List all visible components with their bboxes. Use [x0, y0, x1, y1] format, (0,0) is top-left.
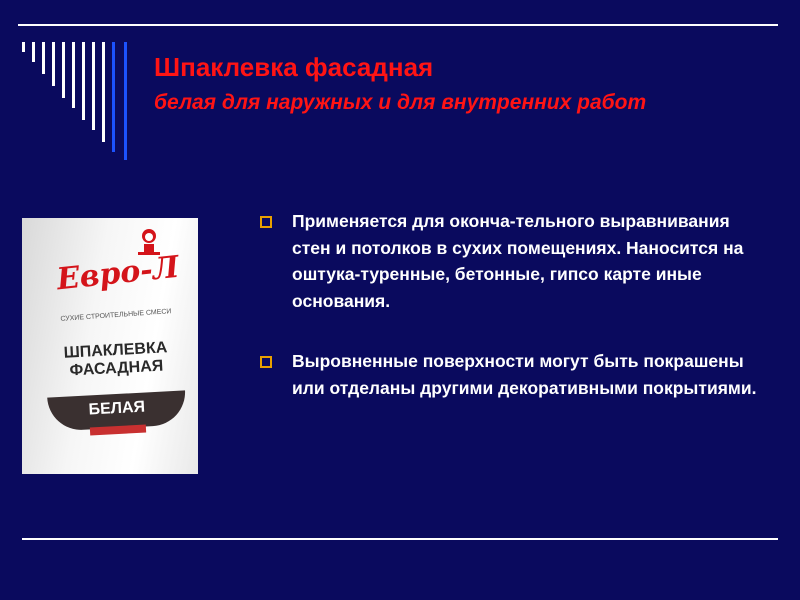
- stripe: [72, 42, 75, 108]
- product-name: ШПАКЛЕВКА ФАСАДНАЯ: [63, 339, 168, 380]
- stripe: [92, 42, 95, 130]
- slide-subtitle: белая для наружных и для внутренних работ: [154, 91, 647, 114]
- bullet-square-icon: [260, 356, 272, 368]
- product-band-label: БЕЛАЯ: [88, 398, 146, 419]
- product-logo: Евро-Л: [55, 249, 181, 298]
- stripe: [112, 42, 115, 152]
- bullet-text: Выровненные поверхности могут быть покрашены или отделаны другими декоративными покрытиями.: [292, 351, 757, 398]
- stripe: [22, 42, 25, 52]
- stripe: [42, 42, 45, 74]
- bullet-text: Применяется для оконча-тельного выравнивания стен и потолков в сухих помещениях. Наносится на оштука-туренные, бетонные, гипсо карте иные основания.: [292, 211, 744, 311]
- stripe: [52, 42, 55, 86]
- stripe: [102, 42, 105, 142]
- stripe: [62, 42, 65, 98]
- stripe: [82, 42, 85, 120]
- product-image: [22, 218, 198, 474]
- product-smallprint: [90, 425, 146, 436]
- stripe: [124, 42, 127, 160]
- product-tagline: СУХИЕ СТРОИТЕЛЬНЫЕ СМЕСИ: [60, 308, 172, 323]
- stripe: [32, 42, 35, 62]
- bullet-square-icon: [260, 216, 272, 228]
- bullet-list: [260, 208, 760, 435]
- slide-title: Шпаклевка фасадная: [154, 52, 434, 82]
- top-divider: [18, 24, 778, 26]
- list-item: [260, 208, 760, 314]
- bottom-divider: [22, 538, 778, 540]
- list-item: [260, 348, 760, 401]
